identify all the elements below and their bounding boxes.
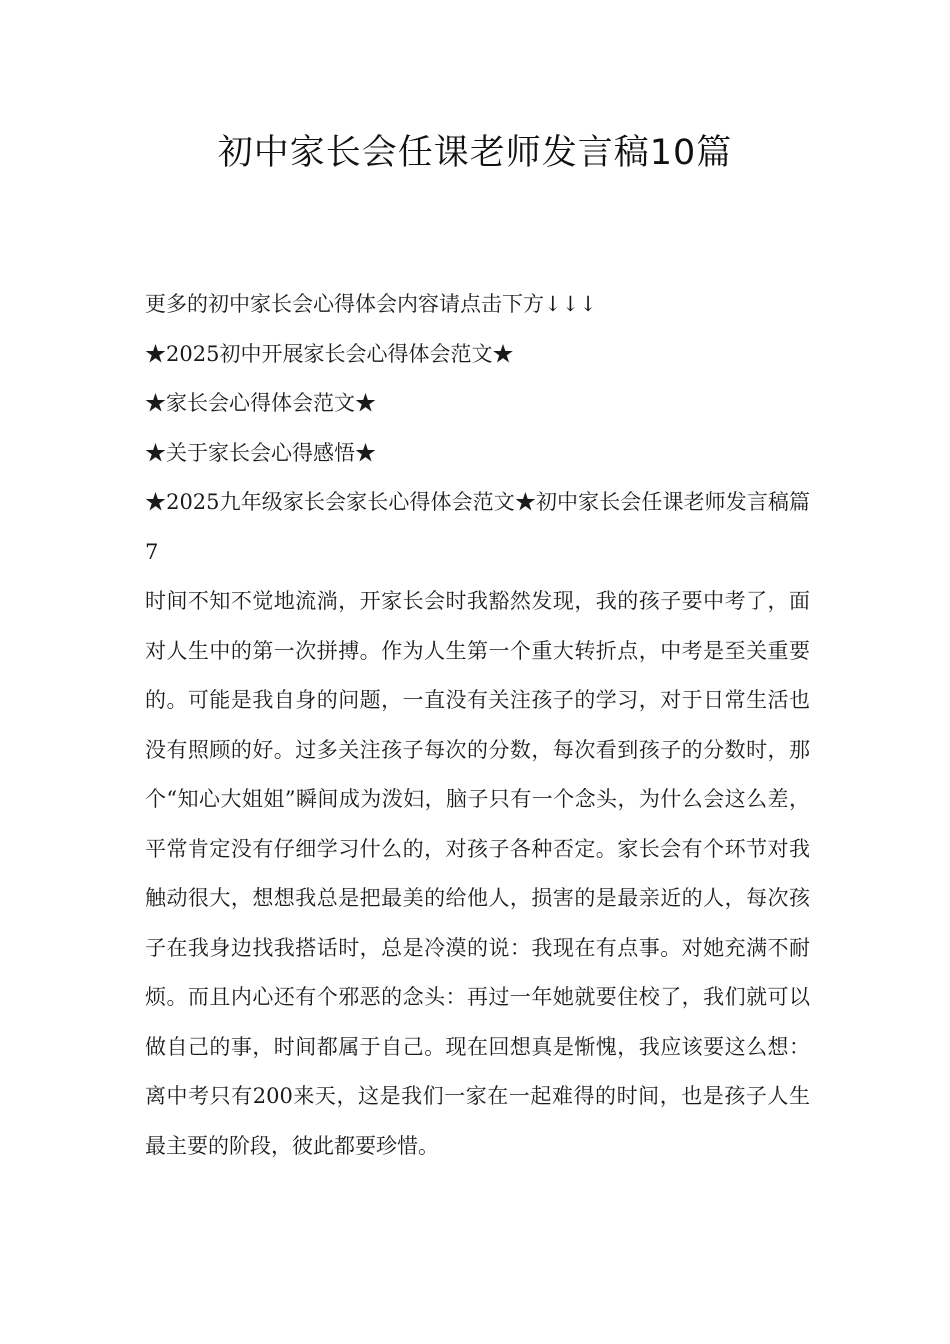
link-2025-junior-high-parent-meeting[interactable]: ★2025初中开展家长会心得体会范文★ (145, 341, 514, 366)
body-paragraph: 时间不知不觉地流淌，开家长会时我豁然发现，我的孩子要中考了，面对人生中的第一次拼搏。作为人生第一个重大转折点，中考是至关重要的。可能是我自身的问题，一直没有关注孩子的学习，对于日常生活也没有照顾的好。过多关注孩子每次的分数，每次看到孩子的分数时，那个“知心大姐姐”瞬间成为泼妇，脑子只有一个念头，为什么会这么差，平常肯定没有仔细学习什么的，对孩子各种否定。家长会有个环节对我触动很大，想想我总是把最美的给他人，损害的是最亲近的人，每次孩子在我身边找我搭话时，总是冷漠的说：我现在有点事。对她充满不耐烦。而且内心还有个邪恶的念头：再过一年她就要住校了，我们就可以做自己的事，时间都属于自己。现在回想真是惭愧，我应该要这么想：离中考只有200来天，这是我们一家在一起难得的时间，也是孩子人生最主要的阶段，彼此都要珍惜。 (145, 589, 810, 1158)
document-title: 初中家长会任课老师发言稿10篇 (217, 133, 733, 173)
document-body (145, 280, 810, 1171)
section-heading: 初中家长会任课老师发言稿篇7 (145, 490, 810, 564)
link-parent-meeting-essays[interactable]: ★家长会心得体会范文★ (145, 391, 376, 415)
link-parent-meeting-reflections[interactable]: ★关于家长会心得感悟★ (145, 440, 376, 465)
last-link-and-heading (145, 478, 810, 577)
intro-line: 更多的初中家长会心得体会内容请点击下方↓↓↓ (145, 292, 597, 316)
link-2025-grade9-parent-essays[interactable]: ★2025九年级家长会家长心得体会范文★ (145, 490, 536, 514)
